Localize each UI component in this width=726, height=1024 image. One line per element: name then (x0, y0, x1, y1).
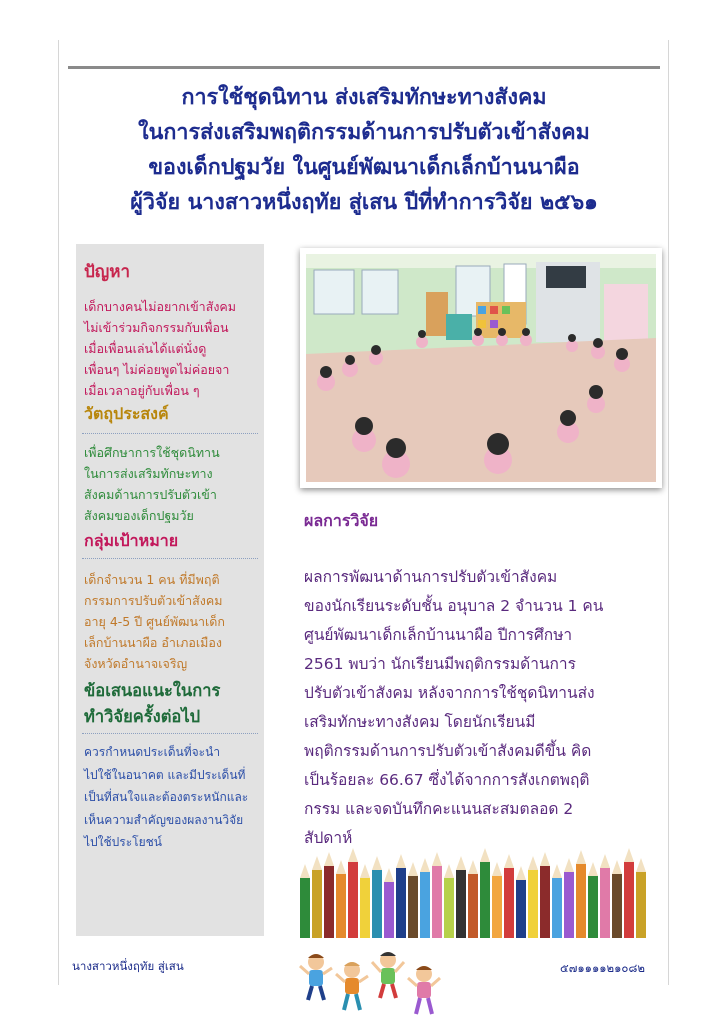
page-title (68, 80, 660, 220)
title-top-bar (68, 66, 660, 69)
results-line: ปรับตัวเข้าสังคม หลังจากการใช้ชุดนิทานส่ง (304, 684, 595, 702)
suggestion-line: ไปใช้ในอนาคต และมีประเด็นที่ (84, 767, 246, 782)
page-left-rule (58, 40, 59, 985)
results-line: ศูนย์พัฒนาเด็กเล็กบ้านนาผือ ปีการศึกษา (304, 626, 573, 644)
objective-line: สังคมด้านการปรับตัวเข้า (84, 487, 217, 502)
jumping-kids-illustration (296, 948, 446, 1018)
results-line: ของนักเรียนระดับชั้น อนุบาล 2 จำนวน 1 คน (304, 597, 604, 615)
classroom-photo-frame (300, 248, 662, 488)
objective-heading: วัตถุประสงค์ (84, 404, 169, 423)
target-text (84, 569, 260, 674)
results-line: 2561 พบว่า นักเรียนมีพฤติกรรมด้านการ (304, 655, 576, 673)
colored-pencils-illustration (300, 848, 656, 940)
results-line: เสริมทักษะทางสังคม โดยนักเรียนมี (304, 713, 536, 731)
problem-line: เมื่อเวลาอยู่กับเพื่อน ๆ (84, 383, 200, 398)
problem-line: เพื่อนๆ ไม่ค่อยพูดไม่ค่อยจา (84, 362, 230, 377)
problem-heading: ปัญหา (84, 262, 131, 282)
results-line: กรรม และจดบันทึกคะแนนสะสมตลอด 2 (304, 800, 574, 818)
objective-text (84, 442, 260, 526)
suggestion-line: ไปใช้ประโยชน์ (84, 835, 162, 849)
target-line: เด็กจำนวน 1 คน ที่มีพฤติ (84, 572, 220, 587)
results-line: ผลการพัฒนาด้านการปรับตัวเข้าสังคม (304, 568, 558, 586)
target-line: กรรมการปรับตัวเข้าสังคม (84, 593, 223, 608)
problem-line: เด็กบางคนไม่อยากเข้าสังคม (84, 299, 237, 314)
target-heading: กลุ่มเป้าหมาย (84, 531, 179, 550)
objective-line: เพื่อศึกษาการใช้ชุดนิทาน (84, 445, 220, 460)
footer-student-code: ๕๗๑๑๑๑๒๑๐๘๒ (560, 961, 645, 975)
classroom-photo (306, 254, 656, 482)
target-line: เล็กบ้านนาผือ อำเภอเมือง (84, 635, 223, 650)
title-line-2: ในการส่งเสริมพฤติกรรมด้านการปรับตัวเข้าสังคม (138, 120, 590, 145)
problem-line: ไม่เข้าร่วมกิจกรรมกับเพื่อน (84, 320, 229, 335)
suggestion-heading-2: ทำวิจัยครั้งต่อไป (84, 707, 201, 726)
title-line-4: ผู้วิจัย นางสาวหนึ่งฤทัย สู่เสน ปีที่ทำการวิจัย ๒๕๖๑ (130, 190, 598, 215)
problem-text (84, 296, 260, 401)
results-heading: ผลการวิจัย (304, 511, 379, 530)
suggestion-text (84, 741, 260, 854)
footer-author-name: นางสาวหนึ่งฤทัย สู่เสน (72, 959, 184, 973)
problem-line: เมื่อเพื่อนเล่นได้แต่นั่งดู (84, 341, 207, 356)
suggestion-line: ควรกำหนดประเด็นที่จะนำ (84, 745, 221, 759)
target-divider (82, 558, 258, 559)
title-line-3: ของเด็กปฐมวัย ในศูนย์พัฒนาเด็กเล็กบ้านนาผือ (148, 155, 580, 180)
suggestion-divider (82, 733, 258, 734)
objective-line: สังคมของเด็กปฐมวัย (84, 508, 194, 523)
objective-divider (82, 433, 258, 434)
sidebar-panel (76, 244, 264, 936)
suggestion-line: เป็นที่สนใจและต้องตระหนักและ (84, 790, 249, 804)
title-line-1: การใช้ชุดนิทาน ส่งเสริมทักษะทางสังคม (181, 85, 547, 110)
suggestion-heading-1: ข้อเสนอแนะในการ (84, 681, 221, 700)
target-line: อายุ 4-5 ปี ศูนย์พัฒนาเด็ก (84, 614, 225, 629)
page-right-rule (668, 40, 669, 985)
results-line: สัปดาห์ (304, 829, 353, 847)
results-text (304, 563, 660, 853)
results-line: เป็นร้อยละ 66.67 ซึ่งได้จากการสังเกตพฤติ (304, 771, 590, 789)
target-line: จังหวัดอำนาจเจริญ (84, 656, 188, 671)
objective-line: ในการส่งเสริมทักษะทาง (84, 466, 213, 481)
suggestion-line: เห็นความสำคัญของผลงานวิจัย (84, 812, 244, 827)
results-line: พฤติกรรมด้านการปรับตัวเข้าสังคมดีขึ้น คิด (304, 742, 592, 760)
